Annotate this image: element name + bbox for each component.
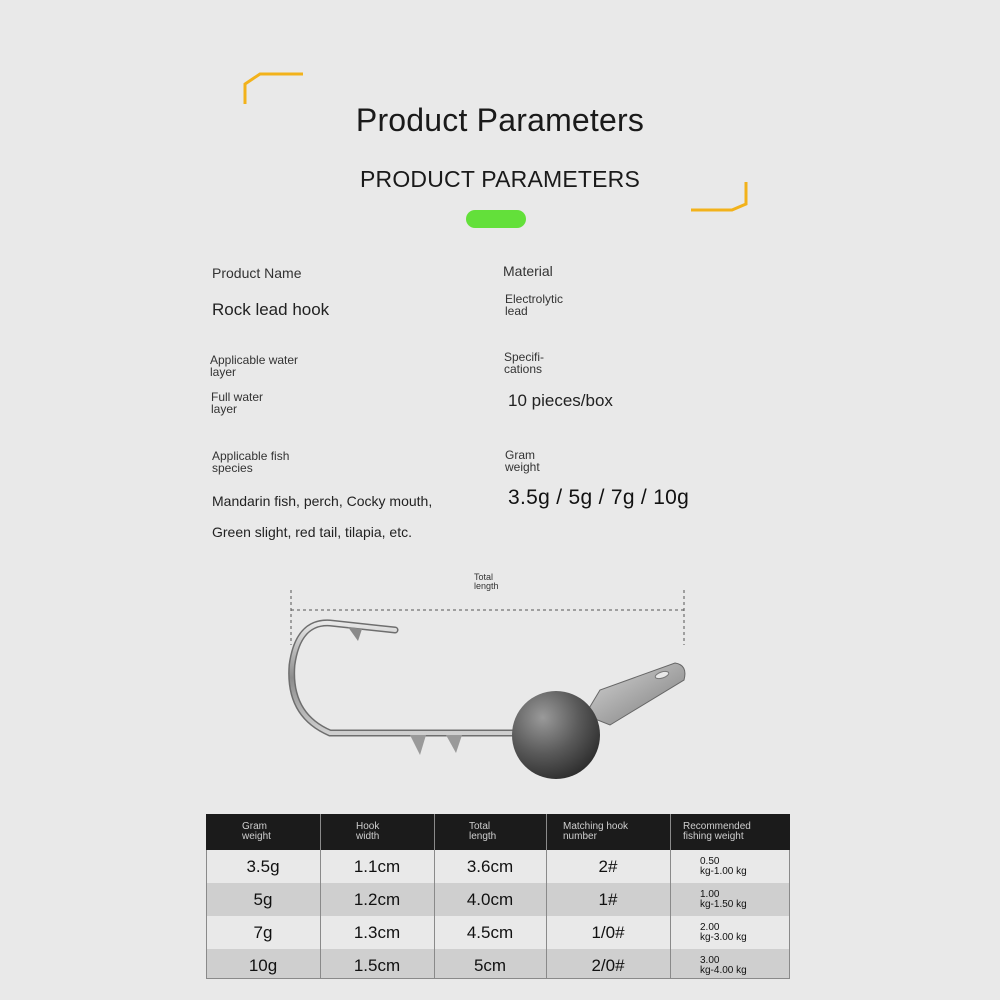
table-cell: 4.5cm [466,923,514,942]
total-length-label: Total length [474,572,499,591]
table-cell: 2.00 kg-3.00 kg [700,922,747,943]
material-label: Material [503,263,553,279]
table-cell: 1.3cm [353,923,401,942]
water-layer-value: Full water layer [211,390,264,416]
fish-species-value-line1: Mandarin fish, perch, Cocky mouth, [212,493,433,509]
jig-hook-illustration [270,585,710,805]
table-cell: 2# [598,857,618,876]
material-value: Electrolytic lead [505,292,564,318]
table-divider [434,814,435,979]
gram-weight-label: Gram weight [505,448,540,474]
table-cell: 1# [598,890,618,909]
table-cell: 2/0# [591,956,625,975]
table-cell: 1.5cm [353,956,401,975]
table-divider [546,814,547,979]
table-cell: 3.5g [246,857,280,876]
page-title: Product Parameters [355,102,645,138]
table-divider [789,850,790,979]
specifications-value: 10 pieces/box [508,391,613,410]
table-cell: 5cm [473,956,507,975]
gram-weight-value: 3.5g / 5g / 7g / 10g [508,486,690,509]
table-header-hook-number: Matching hook number [563,821,629,842]
page-subtitle: PRODUCT PARAMETERS [359,166,641,192]
table-cell: 7g [253,923,273,942]
product-name-value: Rock lead hook [212,300,330,319]
table-cell: 1.2cm [353,890,401,909]
table-cell: 5g [253,890,273,909]
specifications-label: Specifi- cations [504,350,545,376]
table-cell: 4.0cm [466,890,514,909]
table-row [206,850,790,883]
water-layer-label: Applicable water layer [210,353,299,379]
table-cell: 10g [248,956,278,975]
table-cell: 1/0# [591,923,625,942]
table-bottom-border [206,978,790,979]
table-row [206,916,790,949]
table-header-gram-weight: Gram weight [242,821,271,842]
product-name-label: Product Name [212,265,302,281]
table-divider [670,814,671,979]
fish-species-label: Applicable fish species [212,449,290,475]
table-row [206,883,790,916]
table-row [206,949,790,979]
accent-pill [466,210,526,228]
table-cell: 3.00 kg-4.00 kg [700,955,747,976]
table-header-fishing-weight: Recommended fishing weight [683,821,751,842]
table-cell: 1.1cm [353,857,401,876]
table-cell: 3.6cm [466,857,514,876]
table-cell: 1.00 kg-1.50 kg [700,889,747,910]
table-divider [320,814,321,979]
table-header-total-length: Total length [469,821,497,842]
table-divider [206,850,207,979]
table-header-hook-width: Hook width [356,821,380,842]
fish-species-value-line2: Green slight, red tail, tilapia, etc. [212,524,412,540]
table-cell: 0.50 kg-1.00 kg [700,856,747,877]
